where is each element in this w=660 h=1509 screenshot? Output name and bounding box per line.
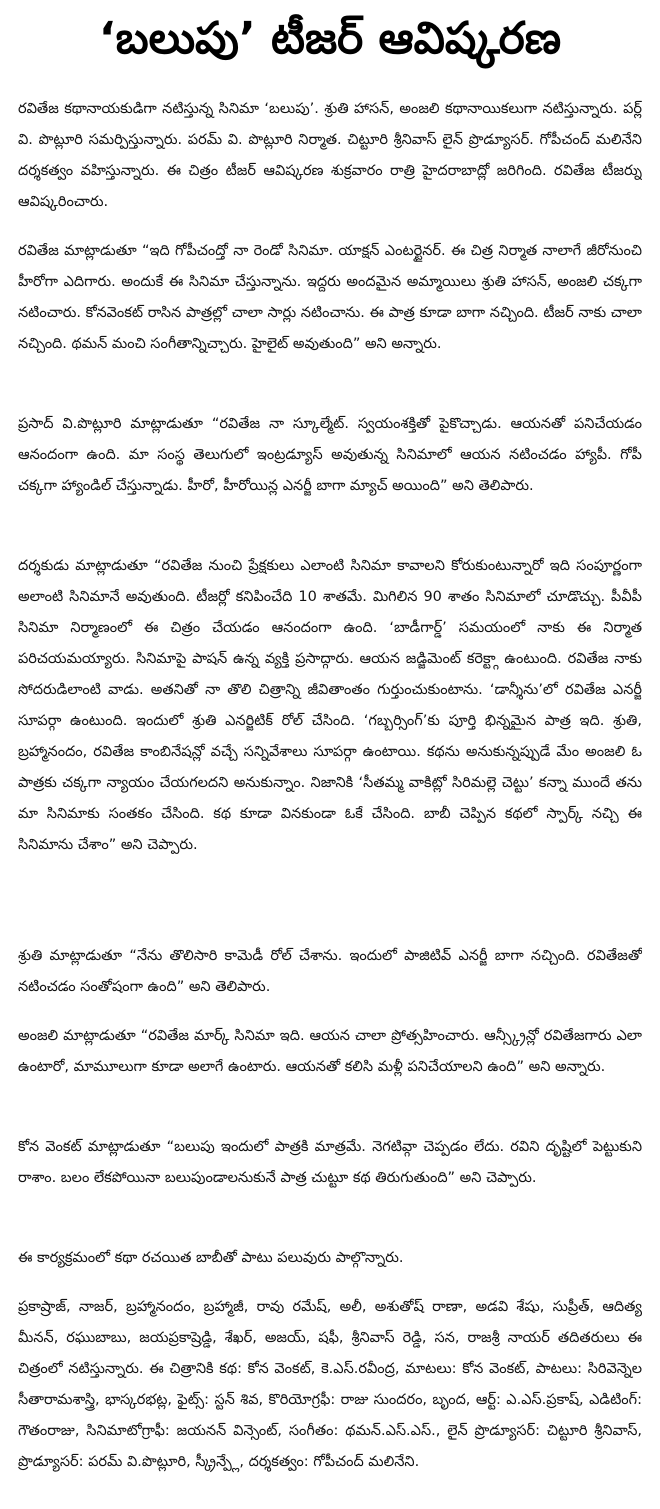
- article-paragraph: దర్శకుడు మాట్లాడుతూ “రవితేజ నుంచి ప్రేక్షకులు ఎలాంటి సినిమా కావాలని కోరుకుంటున్నారో ఇది సంపూర్ణంగా అలాంటి సినిమానే అవుతుంది. టీజర్లో కనిపించేది 10 శాతమే. మిగిలిన 90 శాతం సినిమాలో చూడొచ్చు. పీవీపీ సినిమా నిర్మాణంలో ఈ చిత్రం చేయడం ఆనందంగా ఉంది. ‘బాడీగార్డ్’ సమయంలో నాకు ఈ నిర్మాత పరిచయమయ్యారు. సినిమాపై పాషన్ ఉన్న వ్యక్తి ప్రసాద్గారు. ఆయన జడ్జిమెంట్ కరెక్ట్గా ఉంటుంది. రవితేజ నాకు సోదరుడిలాంటి వాడు. అతనితో నా తొలి చిత్రాన్ని జీవితాంతం గుర్తుంచుకుంటాను. ‘డాన్శీను’లో రవితేజ ఎనర్జీ సూపర్గా ఉంటుంది. ఇందులో శ్రుతి ఎనర్జిటిక్ రోల్ చేసింది. ‘గబ్బర్సింగ్’కు పూర్తి భిన్నమైన పాత్ర ఇది. శ్రుతి, బ్రహ్మానందం, రవితేజ కాంబినేషన్లో వచ్చే సన్నివేశాలు సూపర్గా ఉంటాయి. కథను అనుకున్నప్పుడే మేం అంజలి ఓ పాత్రకు చక్కగా న్యాయం చేయగలదని అనుకున్నాం. నిజానికి ‘సీతమ్మ వాకిట్లో సిరిమల్లె చెట్టు’ కన్నా ముందే తను మా సినిమాకు సంతకం చేసింది. కథ కూడా వినకుండా ఓకే చేసింది. బాబీ చెప్పిన కథలో స్పార్క్ నచ్చి ఈ సినిమాను చేశాం” అని చెప్పారు.: [18, 558, 642, 853]
- article-paragraph: రవితేజ కథానాయకుడిగా నటిస్తున్న సినిమా ‘బలుపు’. శ్రుతి హాసన్, అంజలి కథానాయికలుగా నటిస్తున్నారు. పర్ల్ వి. పొట్లూరి సమర్పిస్తున్నారు. పరమ్ వి. పొట్లూరి నిర్మాత. చిట్టూరి శ్రీనివాస్ లైన్ ప్రొడ్యూసర్. గోపీచంద్ మలినేని దర్శకత్వం వహిస్తున్నారు. ఈ చిత్రం టీజర్ ఆవిష్కరణ శుక్రవారం రాత్రి హైదరాబాద్లో జరిగింది. రవితేజ టీజర్ను ఆవిష్కరించారు.: [18, 101, 642, 210]
- article-title: ‘బలుపు’ టీజర్ ఆవిష్కరణ: [98, 13, 562, 64]
- article-paragraph: రవితేజ మాట్లాడుతూ “ఇది గోపీచంద్తో నా రెండో సినిమా. యాక్షన్ ఎంటర్టైనర్. ఈ చిత్ర నిర్మాత నాలాగే జీరోనుంచి హీరోగా ఎదిగారు. అందుకే ఈ సినిమా చేస్తున్నాను. ఇద్దరు అందమైన అమ్మాయిలు శ్రుతి హాసన్, అంజలి చక్కగా నటించారు. కోనవెంకట్ రాసిన పాత్రల్లో చాలా సార్లు నటించాను. ఈ పాత్ర కూడా బాగా నచ్చింది. టీజర్ నాకు చాలా నచ్చింది. థమన్ మంచి సంగీతాన్నిచ్చారు. హైలైట్ అవుతుంది” అని అన్నారు.: [18, 243, 642, 352]
- article-paragraph: కోన వెంకట్ మాట్లాడుతూ “బలుపు ఇందులో పాత్రకి మాత్రమే. నెగటివ్గా చెప్పడం లేదు. రవిని దృష్టిలో పెట్టుకుని రాశాం. బలం లేకపోయినా బలుపుండాలనుకునే పాత్ర చుట్టూ కథ తిరుగుతుంది” అని చెప్పారు.: [18, 1139, 642, 1186]
- article-paragraph: అంజలి మాట్లాడుతూ “రవితేజ మార్క్ సినిమా ఇది. ఆయన చాలా ప్రోత్సహించారు. ఆన్స్క్రీన్లో రవితేజగారు ఎలా ఉంటారో, మామూలుగా కూడా అలాగే ఉంటారు. ఆయనతో కలిసి మళ్లీ పనిచేయాలని ఉంది” అని అన్నారు.: [18, 1028, 642, 1075]
- article-paragraph: ప్రసాద్ వి.పొట్లూరి మాట్లాడుతూ “రవితేజ నా స్కూల్మేట్. స్వయంశక్తితో పైకొచ్చాడు. ఆయనతో పనిచేయడం ఆనందంగా ఉంది. మా సంస్థ తెలుగులో ఇంట్రడ్యూస్ అవుతున్న సినిమాలో ఆయన నటించడం హ్యాపీ. గోపీ చక్కగా హ్యాండిల్ చేస్తున్నాడు. హీరో, హీరోయిన్ల ఎనర్జీ బాగా మ్యాచ్ అయింది” అని తెలిపారు.: [18, 416, 642, 494]
- article-paragraph: శ్రుతి మాట్లాడుతూ “నేను తొలిసారి కామెడీ రోల్ చేశాను. ఇందులో పాజిటివ్ ఎనర్జీ బాగా నచ్చింది. రవితేజతో నటించడం సంతోషంగా ఉంది” అని తెలిపారు.: [18, 948, 642, 995]
- article-paragraph: ఈ కార్యక్రమంలో కథా రచయిత బాబీతో పాటు పలువురు పాల్గొన్నారు.: [18, 1250, 404, 1266]
- article-paragraph: ప్రకాష్రాజ్, నాజర్, బ్రహ్మానందం, బ్రహ్మాజీ, రావు రమేష్, అలీ, అశుతోష్ రాణా, అడవి శేషు, సుప్రీత్, ఆదిత్య మీనన్, రఘుబాబు, జయప్రకాష్రెడ్డి, శేఖర్, అజయ్, షఫీ, శ్రీనివాస్ రెడ్డి, సన, రాజశ్రీ నాయర్ తదితరులు ఈ చిత్రంలో నటిస్తున్నారు. ఈ చిత్రానికి కథ: కోన వెంకట్, కె.ఎస్.రవీంద్ర, మాటలు: కోన వెంకట్, పాటలు: సిరివెన్నెల సీతారామశాస్త్రి, భాస్కరభట్ల, ఫైట్స్: స్టన్ శివ, కొరియోగ్రఫీ: రాజు సుందరం, బృంద, ఆర్ట్: ఎ.ఎస్.ప్రకాష్, ఎడిటింగ్: గౌతంరాజు, సినిమాటోగ్రాఫీ: జయనన్ విన్సెంట్, సంగీతం: థమన్.ఎస్.ఎస్., లైన్ ప్రొడ్యూసర్: చిట్టూరి శ్రీనివాస్, ప్రొడ్యూసర్: పరమ్ వి.పొట్లూరి, స్క్రీన్ప్లే, దర్శకత్వం: గోపీచంద్ మలినేని.: [18, 1299, 642, 1470]
